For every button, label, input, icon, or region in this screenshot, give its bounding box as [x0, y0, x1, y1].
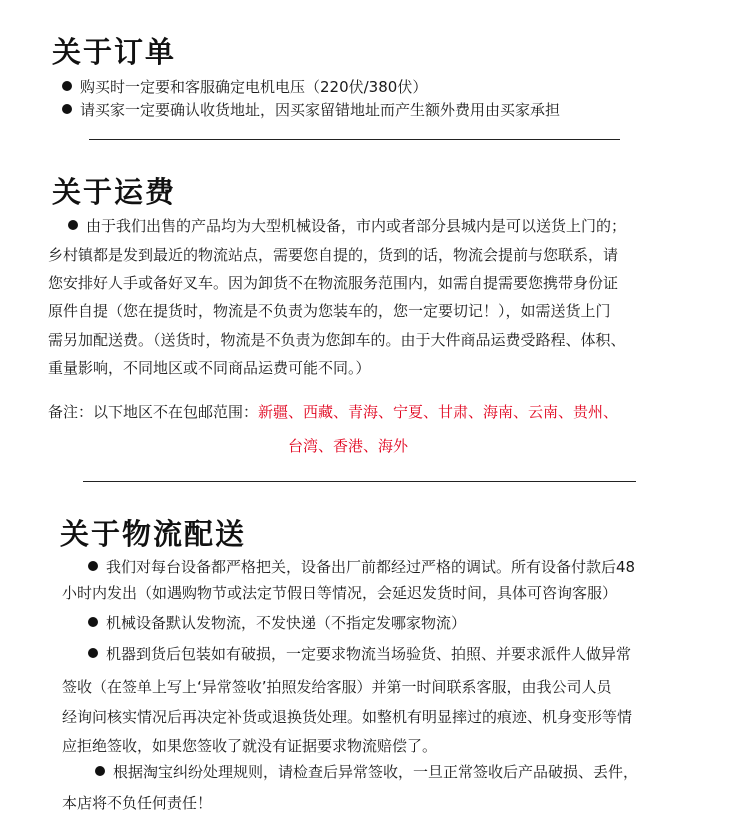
- bullet-icon: [88, 561, 98, 571]
- section-divider: [89, 139, 620, 140]
- shipping-section-title: 关于运费: [52, 175, 177, 209]
- shipping-line-text: 由于我们出售的产品均为大型机械设备，市内或者部分县城内是可以送货上门的；: [86, 217, 627, 235]
- bullet-icon: [62, 104, 72, 114]
- logistics-line: 经询问核实情况后再决定补货或退换货处理。如整机有明显摔过的痕迹、机身变形等情: [62, 708, 633, 726]
- bullet-icon: [62, 81, 72, 91]
- order-item-text: 购买时一定要和客服确定电机电压（220伏/380伏）: [80, 78, 428, 96]
- bullet-icon: [88, 617, 98, 627]
- shipping-line: 重量影响，不同地区或不同商品运费可能不同。）: [48, 359, 371, 377]
- logistics-line-text: 我们对每台设备都严格把关，设备出厂前都经过严格的调试。所有设备付款后48: [106, 558, 636, 576]
- logistics-line-text: 机械设备默认发物流，不发快递（不指定发哪家物流）: [106, 614, 467, 632]
- logistics-line-text: 机器到货后包装如有破损，一定要求物流当场验货、拍照、并要求派件人做异常: [106, 645, 632, 663]
- order-item-text: 请买家一定要确认收货地址，因买家留错地址而产生额外费用由买家承担: [80, 101, 561, 119]
- bullet-icon: [68, 220, 78, 230]
- order-item: [62, 77, 427, 97]
- shipping-note: [48, 402, 618, 422]
- section-divider: [83, 481, 636, 482]
- bullet-icon: [88, 648, 98, 658]
- logistics-line: [95, 762, 638, 782]
- shipping-line: 需另加配送费。（送货时，物流是不负责为您卸车的。由于大件商品运费受路程、体积、: [48, 331, 626, 349]
- logistics-line-text: 根据淘宝纠纷处理规则，请检查后异常签收，一旦正常签收后产品破损、丢件，: [113, 763, 639, 781]
- shipping-note-regions-continued: 台湾、香港、海外: [288, 437, 409, 455]
- order-item: [62, 100, 560, 120]
- logistics-line: [88, 613, 466, 633]
- logistics-line: 本店将不负任何责任！: [62, 794, 213, 812]
- shipping-line: 乡村镇都是发到最近的物流站点，需要您自提的，货到的话，物流会提前与您联系，请: [48, 246, 619, 264]
- logistics-line: [88, 557, 635, 577]
- order-section-title: 关于订单: [52, 35, 177, 69]
- logistics-line: [88, 644, 631, 664]
- shipping-line: 原件自提（您在提货时，物流是不负责为您装车的，您一定要切记！），如需送货上门: [48, 302, 611, 320]
- bullet-icon: [95, 766, 105, 776]
- shipping-line: 您安排好人手或备好叉车。因为卸货不在物流服务范围内，如需自提需要您携带身份证: [48, 274, 619, 292]
- logistics-line: 签收（在签单上写上‘异常签收’拍照发给客服）并第一时间联系客服，由我公司人员: [62, 678, 612, 696]
- logistics-section-title: 关于物流配送: [60, 517, 247, 551]
- shipping-line: [68, 216, 626, 236]
- shipping-note-regions: 新疆、西藏、青海、宁夏、甘肃、海南、云南、贵州、: [258, 403, 619, 421]
- logistics-line: 应拒绝签收，如果您签收了就没有证据要求物流赔偿了。: [62, 737, 438, 755]
- logistics-line: 小时内发出（如遇购物节或法定节假日等情况，会延迟发货时间，具体可咨询客服）: [62, 584, 618, 602]
- shipping-note-label: 备注：以下地区不在包邮范围：: [48, 403, 259, 421]
